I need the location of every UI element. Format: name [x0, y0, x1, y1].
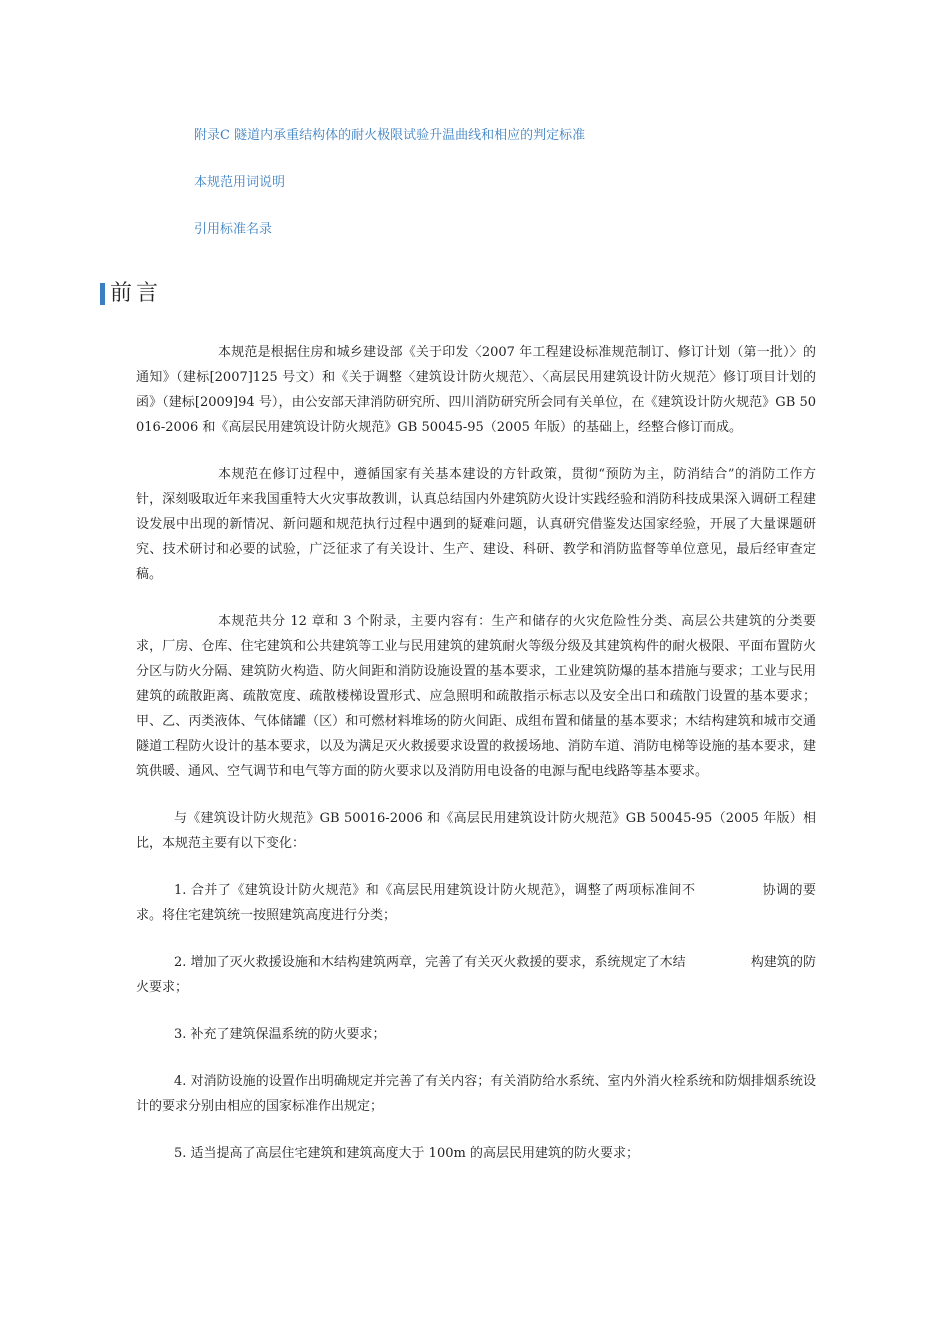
toc-link-wording-explanation[interactable]: 本规范用词说明 [194, 175, 286, 190]
toc-link-appendix-c[interactable]: 附录C 隧道内承重结构体的耐火极限试验升温曲线和相应的判定标准 [194, 128, 586, 143]
list-item-change-1: 1. 合并了《建筑设计防火规范》和《高层民用建筑设计防火规范》，调整了两项标准间不 协调的要求。将住宅建筑统一按照建筑高度进行分类； [136, 883, 816, 923]
list-item-change-2: 2. 增加了灭火救援设施和木结构建筑两章，完善了有关灭火救援的要求，系统规定了木结 构建筑的防火要求； [136, 955, 816, 995]
paragraph-origin: 本规范是根据住房和城乡建设部《关于印发〈2007 年工程建设标准规范制订、修订计划（第一批）〉的通知》（建标[2007]125 号文）和《关于调整〈建筑设计防火规范〉、〈高层民用建筑设计防火规范〉修订项目计划的函》（建标[2009]94 号），由公安部天津消防研究所、四川消防研究所会同有关单位，在《建筑设计防火规范》GB 50016-2006 和《高层民用建筑设计防火规范》GB 50045-95（2005 年版）的基础上，经整合修订而成。 [136, 345, 816, 435]
list-item-change-5: 5. 适当提高了高层住宅建筑和建筑高度大于 100m 的高层民用建筑的防火要求； [174, 1146, 639, 1161]
paragraph-revision-process: 本规范在修订过程中，遵循国家有关基本建设的方针政策，贯彻“预防为主，防消结合”的消防工作方针，深刻吸取近年来我国重特大火灾事故教训，认真总结国内外建筑防火设计实践经验和消防科技成果深入调研工程建设发展中出现的新情况、新问题和规范执行过程中遇到的疑难问题，认真研究借鉴发达国家经验，开展了大量课题研究、技术研讨和必要的试验，广泛征求了有关设计、生产、建设、科研、教学和消防监督等单位意见，最后经审查定稿。 [136, 467, 816, 582]
paragraph-main-contents: 本规范共分 12 章和 3 个附录，主要内容有：生产和储存的火灾危险性分类、高层公共建筑的分类要求，厂房、仓库、住宅建筑和公共建筑等工业与民用建筑的建筑耐火等级分级及其建筑构件的耐火极限、平面布置防火分区与防火分隔、建筑防火构造、防火间距和消防设施设置的基本要求，工业建筑防爆的基本措施与要求；工业与民用建筑的疏散距离、疏散宽度、疏散楼梯设置形式、应急照明和疏散指示标志以及安全出口和疏散门设置的基本要求；甲、乙、丙类液体、气体储罐（区）和可燃材料堆场的防火间距、成组布置和储量的基本要求；木结构建筑和城市交通隧道工程防火设计的基本要求，以及为满足灭火救援要求设置的救援场地、消防车道、消防电梯等设施的基本要求，建筑供暖、通风、空气调节和电气等方面的防火要求以及消防用电设备的电源与配电线路等基本要求。 [136, 614, 816, 779]
toc-link-cited-standards[interactable]: 引用标准名录 [194, 222, 273, 237]
list-item-change-3: 3. 补充了建筑保温系统的防火要求； [174, 1027, 386, 1042]
list-item-change-4: 4. 对消防设施的设置作出明确规定并完善了有关内容；有关消防给水系统、室内外消火栓系统和防烟排烟系统设计的要求分别由相应的国家标准作出规定； [136, 1074, 816, 1114]
section-title: 前言 [110, 281, 163, 306]
section-heading [100, 280, 162, 308]
heading-accent-bar [100, 283, 105, 305]
document-body [136, 340, 816, 1188]
paragraph-changes-intro: 与《建筑设计防火规范》GB 50016-2006 和《高层民用建筑设计防火规范》GB 50045-95（2005 年版）相比，本规范主要有以下变化： [136, 811, 816, 851]
table-of-contents [194, 126, 834, 267]
